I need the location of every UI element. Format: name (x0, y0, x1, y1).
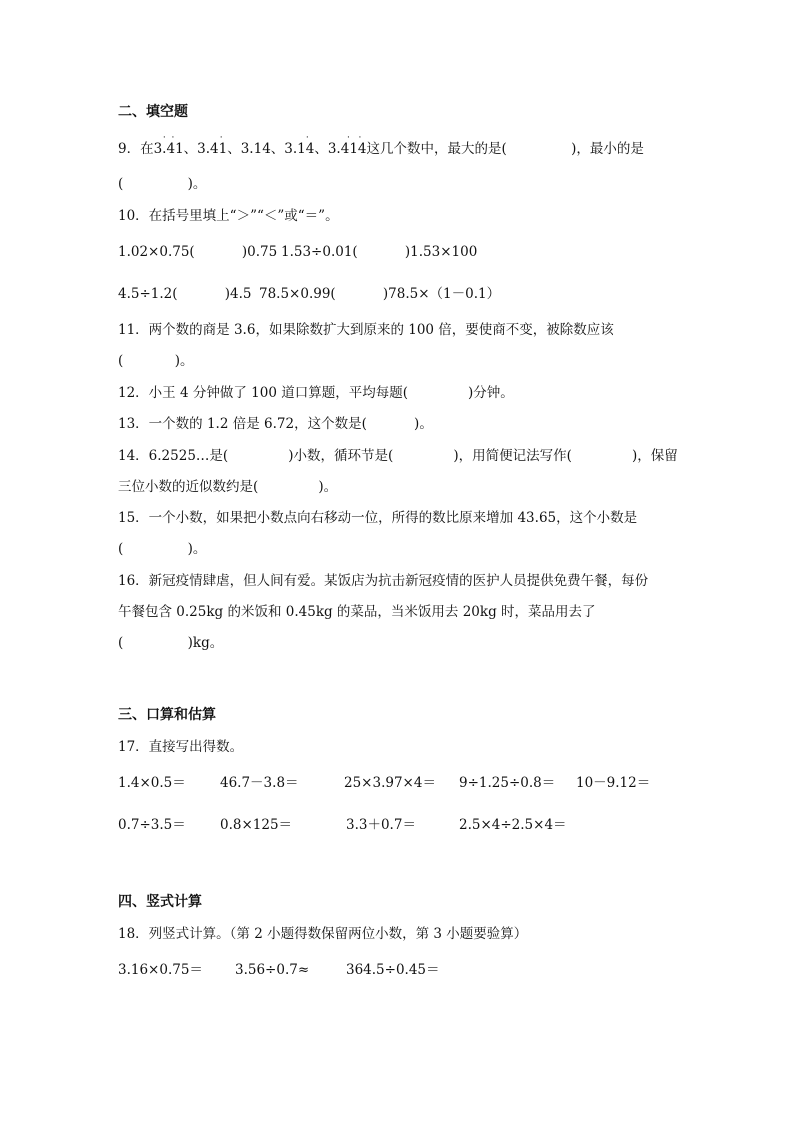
question-12: 12．小王 4 分钟做了 100 道口算题，平均每题( )分钟。 (118, 385, 514, 401)
question-14-line-2: 三位小数的近似数约是( )。 (118, 479, 338, 495)
question-15-line-2: ( )。 (118, 541, 207, 557)
q17-item-7: 0.8×125＝ (220, 817, 293, 833)
q10-item-1: 1.02×0.75( )0.75 (118, 244, 278, 260)
section-title-fill-blank: 二、填空题 (118, 104, 188, 120)
q17-item-3: 25×3.97×4＝ (344, 775, 436, 791)
question-14: 14．6.2525…是( )小数，循环节是( )，用简便记法写作( )，保留 (118, 448, 678, 464)
section-title-mental-estimate: 三、口算和估算 (118, 707, 216, 723)
q9-number-3: 3.14 (240, 141, 271, 157)
q9-number-1: 3.41 · · (153, 133, 184, 157)
question-15: 15．一个小数，如果把小数点向右移动一位，所得的数比原来增加 43.65，这个小数是 (118, 510, 638, 526)
q17-item-2: 46.7－3.8＝ (220, 775, 299, 791)
q10-item-4: 78.5×0.99( )78.5×（1－0.1） (259, 286, 501, 302)
q18-item-3: 364.5÷0.45＝ (346, 962, 440, 978)
q17-item-8: 3.3＋0.7＝ (346, 817, 416, 833)
question-16-line-2: 午餐包含 0.25kg 的米饭和 0.45kg 的菜品，当米饭用去 20kg 时，菜品用去了 (118, 604, 596, 620)
q9-sep-2: 、 (227, 141, 241, 157)
question-18: 18．列竖式计算。（第 2 小题得数保留两位小数，第 3 小题要验算） (118, 926, 528, 942)
question-11-line-2: ( )。 (118, 353, 194, 369)
q9-number-2: 3.41 · (197, 133, 228, 157)
question-16: 16．新冠疫情肆虐，但人间有爱。某饭店为抗击新冠疫情的医护人员提供免费午餐，每份 (118, 573, 649, 589)
question-10: 10．在括号里填上“＞”“＜”或“＝”。 (118, 208, 339, 224)
q9-sep-1: 、 (183, 141, 198, 157)
q17-item-9: 2.5×4÷2.5×4＝ (459, 817, 567, 833)
q9-sep-4: 、 (314, 141, 328, 157)
q17-item-1: 1.4×0.5＝ (118, 775, 186, 791)
repeat-dot: · (305, 133, 309, 143)
q9-number-5: 3.414 · · (327, 133, 367, 157)
q9-sep-3: 、 (270, 141, 285, 157)
question-13: 13．一个数的 1.2 倍是 6.72，这个数是( )。 (118, 416, 433, 432)
q18-item-2: 3.56÷0.7≈ (235, 962, 310, 978)
q9-lead: 9．在 (118, 141, 154, 157)
q17-item-4: 9÷1.25÷0.8＝ (459, 775, 556, 791)
question-9-line-2: ( )。 (118, 176, 207, 192)
q9-tail: 这几个数中，最大的是( )，最小的是 (366, 141, 644, 157)
q18-item-1: 3.16×0.75＝ (118, 962, 203, 978)
section-title-vertical: 四、竖式计算 (118, 894, 202, 910)
repeat-dot: · (219, 133, 223, 143)
q9-number-4: 3.14 · (284, 133, 315, 157)
repeat-dot: · · (347, 133, 362, 143)
q10-item-2: 1.53÷0.01( )1.53×100 (281, 244, 478, 260)
repeat-dot: · · (162, 133, 175, 143)
question-9 (118, 133, 644, 159)
question-17: 17．直接写出得数。 (118, 739, 244, 755)
q17-item-6: 0.7÷3.5＝ (118, 817, 186, 833)
q17-item-5: 10－9.12＝ (576, 775, 651, 791)
question-11: 11．两个数的商是 3.6，如果除数扩大到原来的 100 倍，要使商不变，被除数应该 (118, 322, 614, 338)
question-16-line-3: ( )kg。 (118, 635, 224, 651)
q10-item-3: 4.5÷1.2( )4.5 (118, 286, 252, 302)
